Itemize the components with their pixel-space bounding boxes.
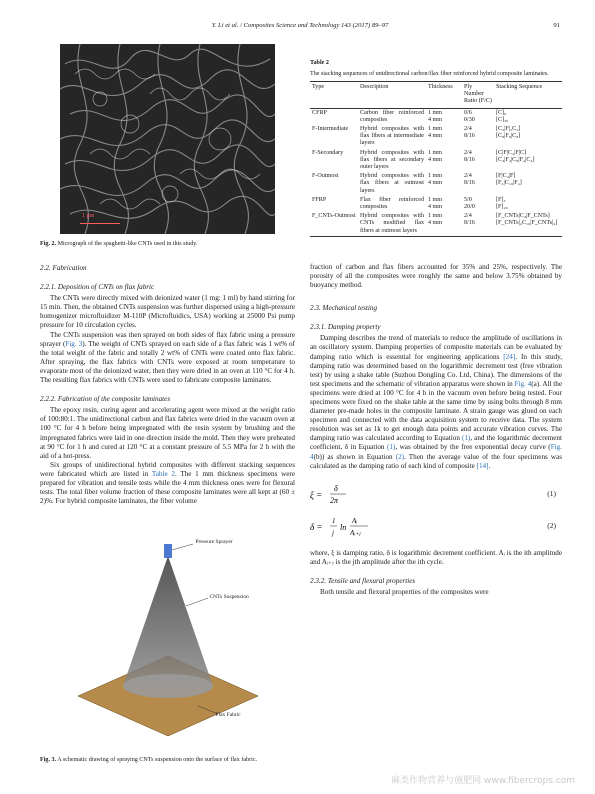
table-cell: 1 mm 4 mm <box>428 149 443 163</box>
table-cell: 1 mm 4 mm <box>428 126 443 140</box>
table-row <box>310 196 562 212</box>
eq1-link[interactable]: (1) <box>386 443 396 452</box>
paragraph: The epoxy resin, curing agent and accelerating agent were mixed at the weight ratio of 100:80:1. The unidirectional carbon and flax fabrics were dried in the vacuum oven at 100 °C for 4 h before being impregnated with the resin system by brushing and the impregnated fabrics were laid in one direction inside the mold. Then they were preheated at 90 °C for 1 h and cured at 120 °C at a constant pressure of 5.5 MPa for 2 h with the aid of a hot-press. <box>40 406 295 460</box>
fig4-link[interactable]: Fig. 4 <box>310 443 562 461</box>
svg-text:1: 1 <box>332 516 336 525</box>
svg-text:Aᵢ: Aᵢ <box>352 516 358 525</box>
label-flax-fabric: Flax Fabric <box>215 712 241 719</box>
table-cell: 2/4 8/16 <box>464 213 475 227</box>
spray-cone <box>123 556 213 686</box>
svg-text:Aᵢ₊ⱼ: Aᵢ₊ⱼ <box>350 528 361 537</box>
equation-1-formula <box>310 483 370 507</box>
table-row <box>310 212 562 236</box>
table-2-title: Table 2 <box>310 60 329 66</box>
sem-micrograph <box>60 44 275 234</box>
table-cell: 2/4 8/16 <box>464 149 475 163</box>
equation-2-formula <box>310 515 390 539</box>
table-cell: [F]₅ [F]₂₀ <box>496 196 508 211</box>
ref-link[interactable]: [14] <box>476 461 489 470</box>
table-cell: F-Secondary <box>312 149 344 156</box>
watermark: 麻类作物营养与施肥网 www.fibercrops.com <box>391 776 575 786</box>
paragraph: Damping describes the trend of materials to reduce the amplitude of oscillations in an oscillatory system. Damping properties of composite materials can be evaluated by damping ratio which is essential for engineering applications [24]. In this study, damping ratio was determined based on the logarithmic decrement test (free vibration test) by using a shake table (Suzhou Dongling Co. Ltd, China). The dimensions of the test specimens and the schematic of vibration apparatus were shown in Fig. 4(a). All the specimens were dried at 100 °C for 4 h in the vacuum oven before being tested. Four specimens were fixed on the shake table at the same time by using bolts through 8 mm diameter pre-made holes in the composite laminate. A strain gauge was glued on each specimen and connected with the data acquisition system to receive data. The system resolution was set as 1k to get enough data points and accurate vibration curves. The damping ratio was calculated according to Equation (1), and the logarithmic decrement coefficient, δ in Equation (1), was obtained by the free exponential decay curve (Fig. 4(b)) as shown in Equation (2). Then the average value of the four specimens was calculated as the damping ratio of each kind of composite [14]. <box>310 334 563 470</box>
paragraph: The CNTs were directly mixed with deionized water (1 mg: 1 ml) by hand stirring for 15 min. Then, the obtained CNTs suspension was further dispersed using a high-pressure homogenizer microfluidizer M-110P (Microfluidics, USA) working at 25000 Psi pump pressure for 10 circulation cycles. <box>40 294 295 330</box>
eq2-link[interactable]: (2) <box>395 452 405 461</box>
table-row <box>310 172 562 196</box>
scale-label: 1 μm <box>82 212 95 219</box>
table-cell: 5/0 20/0 <box>464 196 475 211</box>
svg-text:j: j <box>332 528 334 537</box>
svg-text:δ =: δ = <box>310 521 323 532</box>
table-cell: 2/4 8/16 <box>464 173 475 187</box>
table-cell: Flax fiber reinforced composites <box>360 196 424 211</box>
table-cell: F-Outmost <box>312 173 339 180</box>
table-cell: 1 mm 4 mm <box>428 109 443 123</box>
svg-text:2π: 2π <box>330 495 339 505</box>
table-row <box>310 149 562 173</box>
fig2-caption-text: Micrograph of the spaghetti-like CNTs used in this study. <box>56 241 198 247</box>
table-2-caption: The stacking sequences of unidirectional carbon/flax fiber reinforced hybrid composite laminates. <box>310 70 549 77</box>
table-cell: F-Intermediate <box>312 126 349 133</box>
running-title: Y. Li et al. / Composites Science and Technology 143 (2017) 89–97 <box>211 22 389 29</box>
col-header: Description <box>360 84 389 90</box>
paragraph: fraction of carbon and flax fibers accounted for 35% and 25%, respectively. The porosity of all the composites were roughly the same and below 3.75% obtained by buoyancy method. <box>310 262 562 290</box>
table-cell: [C₂|F|₂C₂] [C₈|F₈|C₈] <box>496 126 521 140</box>
section-2-3-2-heading: 2.3.2. Tensile and flexural properties <box>310 576 416 585</box>
col-header: Ply Number Ratio (F/C) <box>464 84 492 105</box>
paragraph: The CNTs suspension was then sprayed on both sides of flax fabric using a pressure sprayer (Fig. 3). The weight of CNTs sprayed on each side of a flax fabric was 1 wt% of the total weight of the fabric and totally 2 wt% of CNTs were coated onto flax fabric. After spraying, the flax fabrics with CNTs were exposed at room temperature to evaporate most of the deionized water, then they were dried in an oven at 110 °C for 4 h. The resulting flax fabrics with CNTs were used to fabricate composite laminates. <box>40 330 295 385</box>
table-cell: [F|C₄|F] [F₄|C₁₆|F₄] <box>496 173 522 187</box>
fig3-link[interactable]: Fig. 3 <box>65 339 83 348</box>
equation-2 <box>310 515 562 539</box>
table-cell: [C]₆ [C]₃₀ <box>496 109 509 123</box>
table-cell: 1 mm 4 mm <box>428 213 443 227</box>
svg-text:δ: δ <box>334 483 338 493</box>
fig3-caption-label: Fig. 3. <box>40 757 57 764</box>
fig2-caption-label: Fig. 2. <box>40 241 57 247</box>
table-cell: 1 mm 4 mm <box>428 173 443 187</box>
fig3-caption-text: A schematic drawing of spraying CNTs suspension onto the surface of flax fabric. <box>56 757 258 764</box>
figure-2-caption <box>40 240 295 248</box>
spray-illustration <box>68 536 268 736</box>
ref-link[interactable]: [24] <box>503 352 516 361</box>
spray-diagram <box>68 536 268 736</box>
table2-link[interactable]: Table 2 <box>151 469 175 478</box>
table-cell: Carbon fiber reinforced composites <box>360 109 424 123</box>
table-cell: 0/6 0/30 <box>464 109 475 123</box>
paragraph: where, ξ is damping ratio, δ is logarithmic decrement coefficient. Aᵢ is the ith amplitude and Aᵢ₊ⱼ is the jth amplitude after the ith cycle. <box>310 548 562 566</box>
table-2 <box>310 81 562 237</box>
eq1-link[interactable]: (1) <box>461 434 471 443</box>
section-2-2-heading: 2.2. Fabrication <box>40 264 87 272</box>
table-row <box>310 108 562 125</box>
section-2-2-2-heading: 2.2.2. Fabrication of the composite laminates <box>40 395 171 404</box>
table-cell: [F_CNTs|C₄|F_CNTs] [F_CNTs|₄C₁₆|F_CNTs|₄] <box>496 213 558 227</box>
fig4-link[interactable]: Fig. 4 <box>514 379 532 388</box>
section-2-2-1-heading: 2.2.1. Deposition of CNTs on flax fabric <box>40 283 155 292</box>
section-2-3-heading: 2.3. Mechanical testing <box>310 304 378 313</box>
table-cell: F_CNTs-Outmost <box>312 213 356 220</box>
paragraph: Both tensile and flexural properties of the composites were <box>320 588 489 597</box>
paragraph: Six groups of unidirectional hybrid composites with different stacking sequences were fabricated which are listed in Table 2. The 1 mm thickness specimens were prepared for vibration and tensile tests while the 4 mm thickness ones were for flexural tests. The total fiber volume fraction of these composite laminates were all kept at (60 ± 2)%. For hybrid composite laminates, the fiber volume <box>40 460 295 506</box>
right-column <box>310 60 562 780</box>
sprayer-nozzle <box>164 544 172 558</box>
equation-1 <box>310 483 562 507</box>
table-cell: Hybrid composites with flax fibers at outmost layers <box>360 173 424 194</box>
table-cell: Hybrid composites with flax fibers at intermediate layers <box>360 126 424 147</box>
svg-text:ln: ln <box>340 522 347 532</box>
table-cell: FFRP <box>312 196 327 203</box>
table-cell: [C|F|C₂|F|C] [C₄|F₄|C₈|F₄|C₄] <box>496 149 535 163</box>
label-pressure-sprayer: Pressure Sprayer <box>195 539 233 546</box>
col-header: Thickness <box>428 84 453 90</box>
table-header-row <box>310 82 562 109</box>
cnt-texture <box>60 44 275 234</box>
table-row <box>310 125 562 149</box>
table-cell: 2/4 8/16 <box>464 126 475 140</box>
table-cell: Hybrid composites with flax fibers at secondary outer layers <box>360 149 424 171</box>
label-cnts-suspension: CNTs Suspension <box>209 594 249 601</box>
left-column <box>40 44 295 764</box>
figure-3-caption <box>40 756 295 764</box>
table-cell: 1 mm 4 mm <box>428 196 443 211</box>
col-header: Stacking Sequence <box>496 84 543 90</box>
table-cell: Hybrid composites with CNTs modified flax fibers at outmost layers <box>360 213 424 234</box>
page-number: 91 <box>553 22 560 29</box>
running-header <box>40 22 560 34</box>
equation-2-number: (2) <box>547 520 556 530</box>
equation-1-number: (1) <box>547 488 556 498</box>
svg-text:ξ =: ξ = <box>310 489 323 500</box>
scale-bar <box>80 223 120 224</box>
section-2-3-1-heading: 2.3.1. Damping property <box>310 323 381 332</box>
col-header: Type <box>312 84 325 90</box>
table-cell: CFRP <box>312 109 327 116</box>
